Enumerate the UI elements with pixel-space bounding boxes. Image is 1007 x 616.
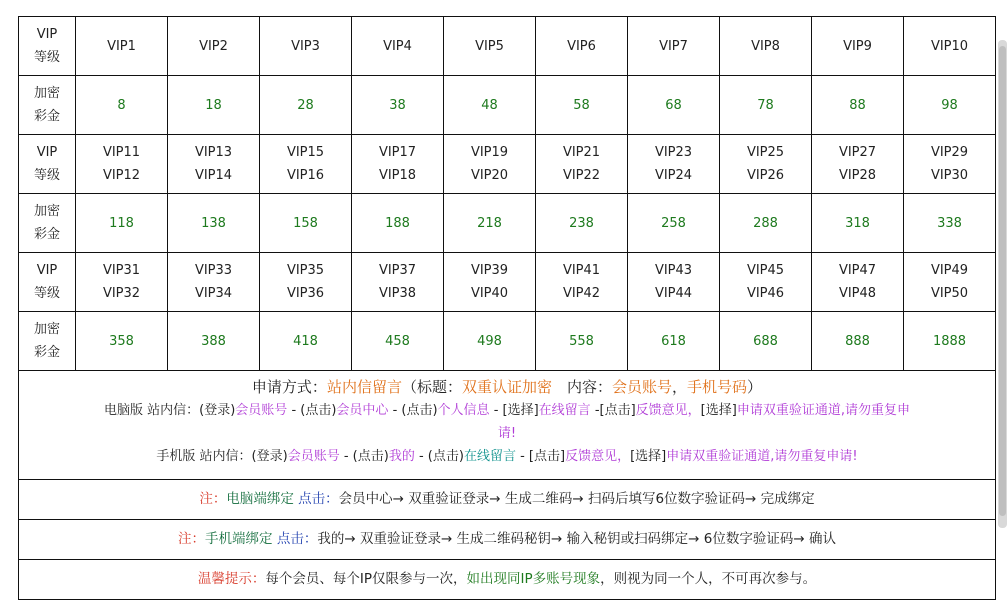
vip-level-cell — [628, 17, 720, 76]
vip-level-text: VIP9 — [843, 38, 872, 54]
row-label-line: 加密 — [33, 322, 60, 337]
vip-level-cell — [168, 253, 260, 312]
vip-level-cell — [904, 253, 996, 312]
mobile-bind-note: 注： — [178, 531, 206, 547]
bonus-amount-text: 358 — [109, 333, 134, 349]
pc-request: 申请双重验证通道,请勿重复申 — [736, 403, 910, 418]
vip-level-text: VIP6 — [567, 38, 596, 54]
bonus-amount-cell — [536, 76, 628, 135]
vip-level-text: VIP14 — [194, 168, 233, 183]
bonus-label — [19, 312, 76, 371]
bonus-amount-text: 618 — [661, 333, 686, 349]
bonus-row — [19, 194, 996, 253]
vip-level-cell — [628, 253, 720, 312]
vip-level-text: VIP32 — [102, 286, 141, 301]
mobile-bind-steps: 我的→ 双重验证登录→ 生成二维码秘钥→ 输入秘钥或扫码绑定→ 6位数字验证码→ 确认 — [317, 531, 836, 547]
bonus-amount-text: 68 — [665, 97, 682, 113]
bonus-amount-cell — [904, 312, 996, 371]
bonus-amount-cell — [168, 76, 260, 135]
vip-level-text: VIP11 — [102, 145, 141, 160]
vip-level-text: VIP28 — [838, 168, 877, 183]
pc-bind-title: 电脑端绑定 — [226, 491, 294, 507]
bonus-amount-text: 18 — [205, 97, 222, 113]
mobile-bind-click: 点击： — [272, 531, 318, 547]
pc-t1: - (点击) — [287, 403, 337, 418]
vip-level-text: VIP41 — [562, 263, 601, 278]
vip-level-text: VIP27 — [838, 145, 877, 160]
vip-level-label — [19, 135, 76, 194]
m-t3: - [点击] — [515, 449, 566, 464]
vip-level-cell — [812, 17, 904, 76]
row-label-line: VIP — [36, 263, 58, 278]
vip-level-text: VIP19 — [470, 145, 509, 160]
m-online: 在线留言 — [463, 449, 516, 464]
bonus-amount-text: 88 — [849, 97, 866, 113]
vip-level-cell — [536, 135, 628, 194]
bonus-amount-cell — [812, 312, 904, 371]
pc-center: 会员中心 — [336, 403, 389, 418]
m-account: 会员账号 — [287, 449, 340, 464]
tip-highlight: 如出现同IP多账号现象 — [466, 571, 601, 587]
vip-level-cell — [720, 17, 812, 76]
vip-level-text: VIP13 — [194, 145, 233, 160]
vip-level-text: VIP48 — [838, 286, 877, 301]
vip-level-cell — [352, 135, 444, 194]
pc-bind-note: 注： — [199, 491, 227, 507]
vip-level-cell — [76, 135, 168, 194]
bonus-amount-text: 288 — [753, 215, 778, 231]
bonus-amount-cell — [720, 194, 812, 253]
mobile-instructions — [19, 445, 995, 468]
vip-level-text: VIP34 — [194, 286, 233, 301]
vip-level-cell — [904, 135, 996, 194]
vip-level-text: VIP4 — [383, 38, 412, 54]
vip-level-text: VIP39 — [470, 263, 509, 278]
vip-level-text: VIP10 — [930, 38, 969, 54]
pc-t2: - (点击) — [388, 403, 438, 418]
vip-level-cell — [812, 135, 904, 194]
vip-bonus-table — [18, 16, 996, 371]
bonus-amount-text: 388 — [201, 333, 226, 349]
bonus-amount-text: 1888 — [932, 333, 967, 349]
bonus-amount-text: 218 — [477, 215, 502, 231]
vip-info-sheet — [18, 16, 996, 598]
bonus-amount-text: 688 — [753, 333, 778, 349]
mobile-bind-title: 手机端绑定 — [205, 531, 273, 547]
row-label-line: 加密 — [33, 204, 60, 219]
bonus-amount-cell — [720, 76, 812, 135]
vip-level-text: VIP37 — [378, 263, 417, 278]
pc-t3: - [选择] — [489, 403, 539, 418]
vip-level-cell — [260, 135, 352, 194]
vip-level-cell — [168, 17, 260, 76]
apply-title-mid2: 内容： — [551, 378, 612, 396]
vip-level-cell — [260, 17, 352, 76]
bonus-amount-cell — [76, 76, 168, 135]
vip-level-text: VIP47 — [838, 263, 877, 278]
m-prefix: 手机版 站内信：(登录) — [156, 449, 288, 464]
row-label-line: 等级 — [33, 286, 60, 301]
bonus-amount-cell — [628, 312, 720, 371]
bonus-amount-cell — [628, 194, 720, 253]
bonus-amount-cell — [76, 194, 168, 253]
m-t4: [选择] — [630, 449, 667, 464]
vip-level-text: VIP1 — [107, 38, 136, 54]
apply-title-sep: ， — [672, 378, 688, 396]
bonus-row — [19, 312, 996, 371]
vip-level-text: VIP44 — [654, 286, 693, 301]
vip-level-label — [19, 253, 76, 312]
vip-level-text: VIP16 — [286, 168, 325, 183]
bonus-amount-text: 338 — [937, 215, 962, 231]
bonus-amount-text: 498 — [477, 333, 502, 349]
row-label-line: VIP — [36, 145, 58, 160]
vip-level-text: VIP50 — [930, 286, 969, 301]
bonus-amount-text: 238 — [569, 215, 594, 231]
row-label-line: 等级 — [33, 168, 60, 183]
vip-level-cell — [536, 253, 628, 312]
bonus-amount-cell — [720, 312, 812, 371]
pc-t5: [选择] — [700, 403, 737, 418]
bonus-amount-text: 8 — [117, 97, 126, 113]
vip-level-row — [19, 135, 996, 194]
vip-level-cell — [76, 17, 168, 76]
bonus-amount-cell — [168, 312, 260, 371]
bonus-amount-cell — [260, 312, 352, 371]
bonus-amount-cell — [76, 312, 168, 371]
bonus-amount-cell — [352, 194, 444, 253]
vip-level-text: VIP5 — [475, 38, 504, 54]
vip-level-cell — [352, 253, 444, 312]
vip-level-cell — [812, 253, 904, 312]
mobile-bind-line — [19, 519, 995, 559]
bonus-amount-cell — [536, 312, 628, 371]
vip-level-text: VIP35 — [286, 263, 325, 278]
bonus-amount-text: 318 — [845, 215, 870, 231]
vip-level-text: VIP46 — [746, 286, 785, 301]
bonus-amount-cell — [352, 76, 444, 135]
vip-level-cell — [720, 253, 812, 312]
m-t1: - (点击) — [339, 449, 389, 464]
vip-level-text: VIP26 — [746, 168, 785, 183]
bonus-amount-cell — [904, 194, 996, 253]
vip-level-cell — [444, 253, 536, 312]
bonus-amount-text: 158 — [293, 215, 318, 231]
vip-level-text: VIP29 — [930, 145, 969, 160]
vip-level-text: VIP45 — [746, 263, 785, 278]
row-label-line: 彩金 — [33, 345, 60, 360]
vip-level-text: VIP33 — [194, 263, 233, 278]
pc-info: 个人信息 — [437, 403, 490, 418]
bonus-amount-text: 78 — [757, 97, 774, 113]
vip-level-cell — [628, 135, 720, 194]
apply-subject: 双重认证加密 — [461, 378, 552, 396]
bonus-amount-text: 888 — [845, 333, 870, 349]
tip-label: 温馨提示： — [197, 571, 266, 587]
vip-level-text: VIP38 — [378, 286, 417, 301]
bonus-amount-cell — [260, 76, 352, 135]
vip-level-label — [19, 17, 76, 76]
bonus-amount-text: 48 — [481, 97, 498, 113]
bonus-amount-cell — [904, 76, 996, 135]
apply-title-suffix: ） — [747, 378, 763, 396]
bonus-amount-text: 98 — [941, 97, 958, 113]
bonus-row — [19, 76, 996, 135]
bonus-amount-cell — [628, 76, 720, 135]
vip-level-text: VIP3 — [291, 38, 320, 54]
pc-feedback: 反馈意见， — [635, 403, 701, 418]
bonus-amount-cell — [168, 194, 260, 253]
vip-level-text: VIP24 — [654, 168, 693, 183]
vip-level-text: VIP30 — [930, 168, 969, 183]
vip-level-text: VIP20 — [470, 168, 509, 183]
apply-content-phone: 手机号码 — [687, 378, 748, 396]
row-label-line: VIP — [36, 27, 58, 42]
pc-bind-steps: 会员中心→ 双重验证登录→ 生成二维码→ 扫码后填写6位数字验证码→ 完成绑定 — [338, 491, 815, 507]
vip-level-text: VIP2 — [199, 38, 228, 54]
bonus-amount-text: 258 — [661, 215, 686, 231]
vip-level-row — [19, 253, 996, 312]
info-panel — [18, 371, 996, 600]
bonus-amount-cell — [812, 76, 904, 135]
vip-level-row — [19, 17, 996, 76]
vip-level-cell — [168, 135, 260, 194]
pc-bind-click: 点击： — [293, 491, 339, 507]
vip-level-text: VIP7 — [659, 38, 688, 54]
apply-content-account: 会员账号 — [612, 378, 673, 396]
vip-level-text: VIP21 — [562, 145, 601, 160]
bonus-amount-text: 38 — [389, 97, 406, 113]
bonus-amount-text: 58 — [573, 97, 590, 113]
bonus-amount-text: 458 — [385, 333, 410, 349]
bonus-amount-text: 188 — [385, 215, 410, 231]
scrollbar-thumb[interactable] — [999, 46, 1006, 516]
bonus-amount-cell — [444, 76, 536, 135]
row-label-line: 彩金 — [33, 109, 60, 124]
vip-level-text: VIP42 — [562, 286, 601, 301]
vip-level-cell — [536, 17, 628, 76]
vip-level-text: VIP36 — [286, 286, 325, 301]
bonus-amount-text: 118 — [109, 215, 134, 231]
vip-level-text: VIP23 — [654, 145, 693, 160]
bonus-amount-cell — [536, 194, 628, 253]
vip-level-text: VIP12 — [102, 168, 141, 183]
apply-title-prefix: 申请方式： — [251, 378, 327, 396]
row-label-line: 加密 — [33, 86, 60, 101]
vip-level-cell — [720, 135, 812, 194]
vip-level-text: VIP17 — [378, 145, 417, 160]
apply-method-title — [19, 375, 995, 399]
m-feedback: 反馈意见， — [565, 449, 631, 464]
vip-level-text: VIP49 — [930, 263, 969, 278]
pc-account: 会员账号 — [235, 403, 288, 418]
vip-level-text: VIP25 — [746, 145, 785, 160]
tip-line — [19, 559, 995, 599]
vip-level-text: VIP40 — [470, 286, 509, 301]
vip-level-text: VIP15 — [286, 145, 325, 160]
pc-prefix: 电脑版 站内信：(登录) — [104, 403, 236, 418]
pc-t4: -[点击] — [590, 403, 636, 418]
bonus-amount-text: 138 — [201, 215, 226, 231]
vip-level-text: VIP43 — [654, 263, 693, 278]
vip-level-cell — [76, 253, 168, 312]
bonus-amount-cell — [812, 194, 904, 253]
bonus-amount-text: 558 — [569, 333, 594, 349]
bonus-amount-cell — [260, 194, 352, 253]
bonus-label — [19, 194, 76, 253]
pc-instructions — [19, 399, 995, 445]
m-mine: 我的 — [388, 449, 415, 464]
vip-level-text: VIP8 — [751, 38, 780, 54]
pc-online: 在线留言 — [538, 403, 591, 418]
vip-level-cell — [352, 17, 444, 76]
bonus-amount-text: 418 — [293, 333, 318, 349]
vip-level-cell — [260, 253, 352, 312]
bonus-amount-cell — [444, 312, 536, 371]
apply-title-mid: （标题： — [401, 378, 462, 396]
vip-level-cell — [444, 17, 536, 76]
bonus-label — [19, 76, 76, 135]
bonus-amount-text: 28 — [297, 97, 314, 113]
vip-level-text: VIP18 — [378, 168, 417, 183]
row-label-line: 彩金 — [33, 227, 60, 242]
m-t2: - (点击) — [414, 449, 464, 464]
vip-level-cell — [444, 135, 536, 194]
m-request: 申请双重验证通道,请勿重复申请! — [666, 449, 858, 464]
pc-bind-line — [19, 479, 995, 519]
row-label-line: 等级 — [33, 50, 60, 65]
vip-level-text: VIP31 — [102, 263, 141, 278]
vip-level-cell — [904, 17, 996, 76]
tip-text1: 每个会员、每个IP仅限参与一次， — [265, 571, 467, 587]
pc-request-end: 请! — [497, 426, 517, 441]
apply-method-section — [19, 371, 995, 479]
bonus-amount-cell — [444, 194, 536, 253]
apply-method: 站内信留言 — [326, 378, 402, 396]
tip-text2: ，则视为同一个人，不可再次参与。 — [600, 571, 817, 587]
vip-level-text: VIP22 — [562, 168, 601, 183]
bonus-amount-cell — [352, 312, 444, 371]
